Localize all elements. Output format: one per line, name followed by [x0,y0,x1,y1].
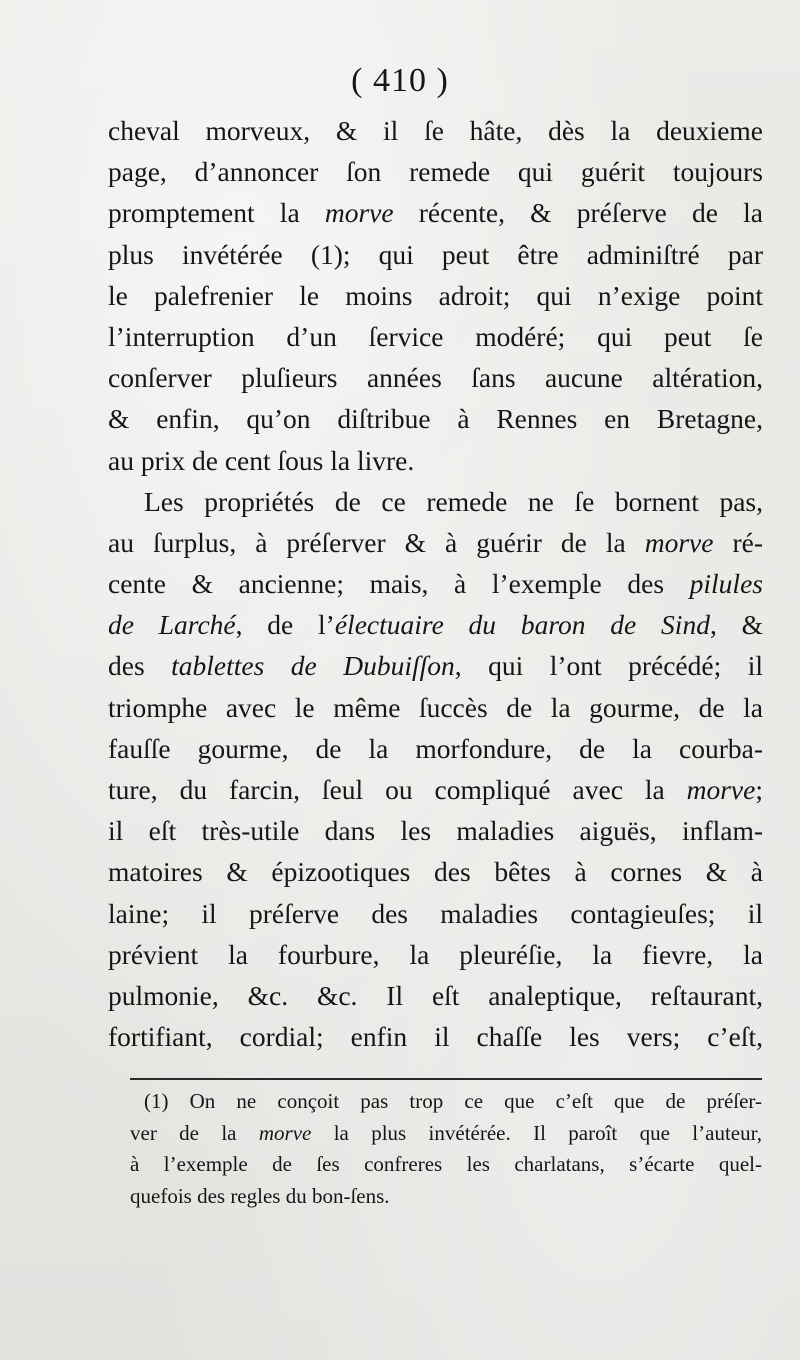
paragraph-start-line: Les propriétés de ce remede ne ſe bornent pas, [144,485,763,517]
footnote [130,1086,762,1212]
main-text [108,110,763,1057]
text-line: promptement la morve récente, & préſerve de la [108,197,763,229]
footnote-line: à l’exemple de ſes confreres les charlatans, s’écarte quel- [130,1152,762,1176]
text-line: des tablettes de Dubuiſſon, qui l’ont précédé; il [108,650,763,682]
text-line: matoires & épizootiques des bêtes à cornes & à [108,856,763,888]
text-line: triomphe avec le même ſuccès de la gourme, de la [108,691,763,723]
text-line: fortifiant, cordial; enfin il chaſſe les vers; c’eſt, [108,1021,763,1053]
text-line: plus invétérée (1); qui peut être adminiſtré par [108,238,763,270]
text-line: le palefrenier le moins adroit; qui n’exige point [108,279,763,311]
footnote-divider [130,1078,762,1080]
text-line: cheval morveux, & il ſe hâte, dès la deuxieme [108,115,763,146]
italic-run: morve [644,526,714,558]
footnote-line: ver de la morve la plus invétérée. Il paroît que l’auteur, [130,1120,762,1145]
italic-run: morve [324,197,394,229]
page-number: ( 410 ) [351,62,449,99]
text-line: l’interruption d’un ſervice modéré; qui peut ſe [108,320,763,352]
text-line: pulmonie, &c. &c. Il eſt analeptique, reſtaurant, [108,979,763,1011]
text-line: prévient la fourbure, la pleuréſie, la fievre, la [108,938,763,970]
footnote-line: quefois des regles du bon-ſens. [130,1183,390,1208]
text-line: laine; il préſerve des maladies contagieuſes; il [108,897,763,929]
italic-run: électuaire du baron de Sind [334,609,710,641]
text-line: de Larché, de l’électuaire du baron de Sind, & [108,609,764,641]
italic-run: de Larché [108,609,236,641]
text-line: au prix de cent ſous la livre. [108,444,415,476]
text-line: ture, du farcin, ſeul ou compliqué avec la morve; [108,774,763,805]
italic-run: tablettes de Dubuiſſon [171,650,455,682]
text-line: page, d’annoncer ſon remede qui guérit toujours [108,156,763,188]
text-line: au ſurplus, à préſerver & à guérir de la morve ré- [108,526,763,558]
text-line: conſerver pluſieurs années ſans aucune altération, [108,362,763,394]
italic-run: morve [258,1120,312,1145]
text-line: il eſt très-utile dans les maladies aiguës, inflam- [108,815,763,847]
italic-run: pilules [689,568,763,600]
italic-run: morve [686,774,756,805]
text-line: cente & ancienne; mais, à l’exemple des pilules [108,568,763,600]
text-line: & enfin, qu’on diſtribue à Rennes en Bretagne, [108,403,763,435]
text-line: fauſſe gourme, de la morfondure, de la courba- [108,732,763,764]
footnote-line: (1) On ne conçoit pas trop ce que c’eſt que de préſer- [144,1089,762,1113]
